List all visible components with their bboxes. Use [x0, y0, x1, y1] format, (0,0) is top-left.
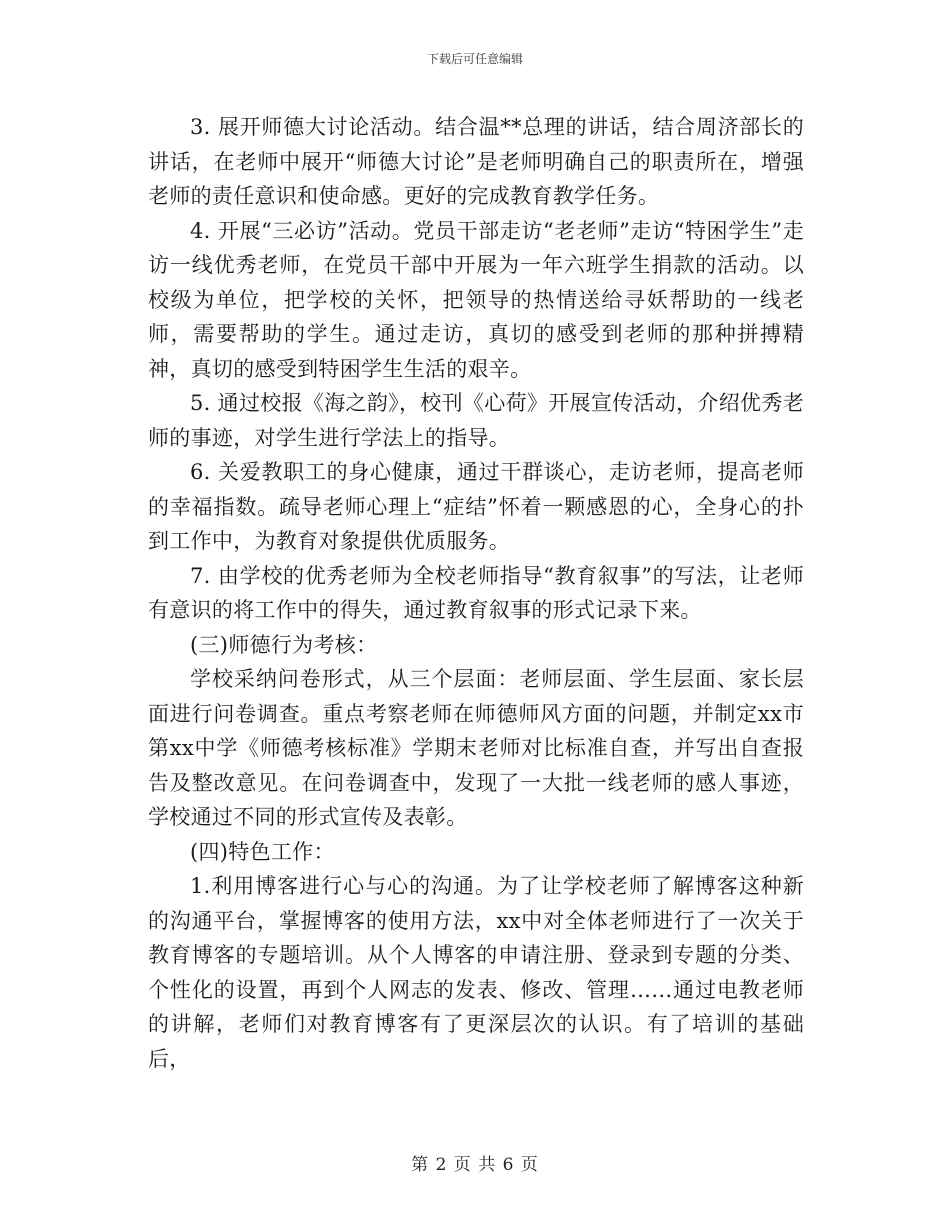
paragraph: 6. 关爱教职工的身心健康，通过干群谈心，走访老师，提高老师的幸福指数。疏导老师心理上“症结”怀着一颗感恩的心，全身心的扑到工作中，为教育对象提供优质服务。 — [148, 460, 804, 553]
paragraph: 4. 开展“三必访”活动。党员干部走访“老老师”走访“特困学生”走访一线优秀老师，在党员干部中开展为一年六班学生捐款的活动。以校级为单位，把学校的关怀，把领导的热情送给寻妖帮助的一线老师，需要帮助的学生。通过走访，真切的感受到老师的那种拼搏精神，真切的感受到特困学生生活的艰辛。 — [148, 218, 804, 381]
section-heading: (三)师德行为考核： — [190, 632, 378, 657]
section-heading: (四)特色工作： — [190, 839, 335, 864]
paragraph: 7. 由学校的优秀老师为全校老师指导“教育叙事”的写法，让老师有意识的将工作中的得失，通过教育叙事的形式记录下来。 — [148, 563, 804, 622]
paragraph: 1.利用博客进行心与心的沟通。为了让学校老师了解博客这种新的沟通平台，掌握博客的使用方法，xx中对全体老师进行了一次关于教育博客的专题培训。从个人博客的申请注册、登录到专题的分类、个性化的设置，再到个人网志的发表、修改、管理……通过电教老师的讲解，老师们对教育博客有了更深层次的认识。有了培训的基础后， — [148, 874, 804, 1071]
paragraph: 学校采纳问卷形式，从三个层面：老师层面、学生层面、家长层面进行问卷调查。重点考察老师在师德师风方面的问题，并制定xx市第xx中学《师德考核标准》学期末老师对比标准自查，并写出自查报告及整改意见。在问卷调查中，发现了一大批一线老师的感人事迹，学校通过不同的形式宣传及表彰。 — [148, 667, 804, 829]
document-body — [148, 110, 804, 1076]
paragraph: 3. 展开师德大讨论活动。结合温**总理的讲话，结合周济部长的讲话，在老师中展开“师德大讨论”是老师明确自己的职责所在，增强老师的责任意识和使命感。更好的完成教育教学任务。 — [148, 115, 804, 208]
paragraph: 5. 通过校报《海之韵》，校刊《心荷》开展宣传活动，介绍优秀老师的事迹，对学生进行学法上的指导。 — [148, 391, 804, 450]
page-number: 第 2 页 共 6 页 — [411, 1155, 539, 1175]
page-header: 下载后可任意编辑 — [426, 52, 523, 66]
